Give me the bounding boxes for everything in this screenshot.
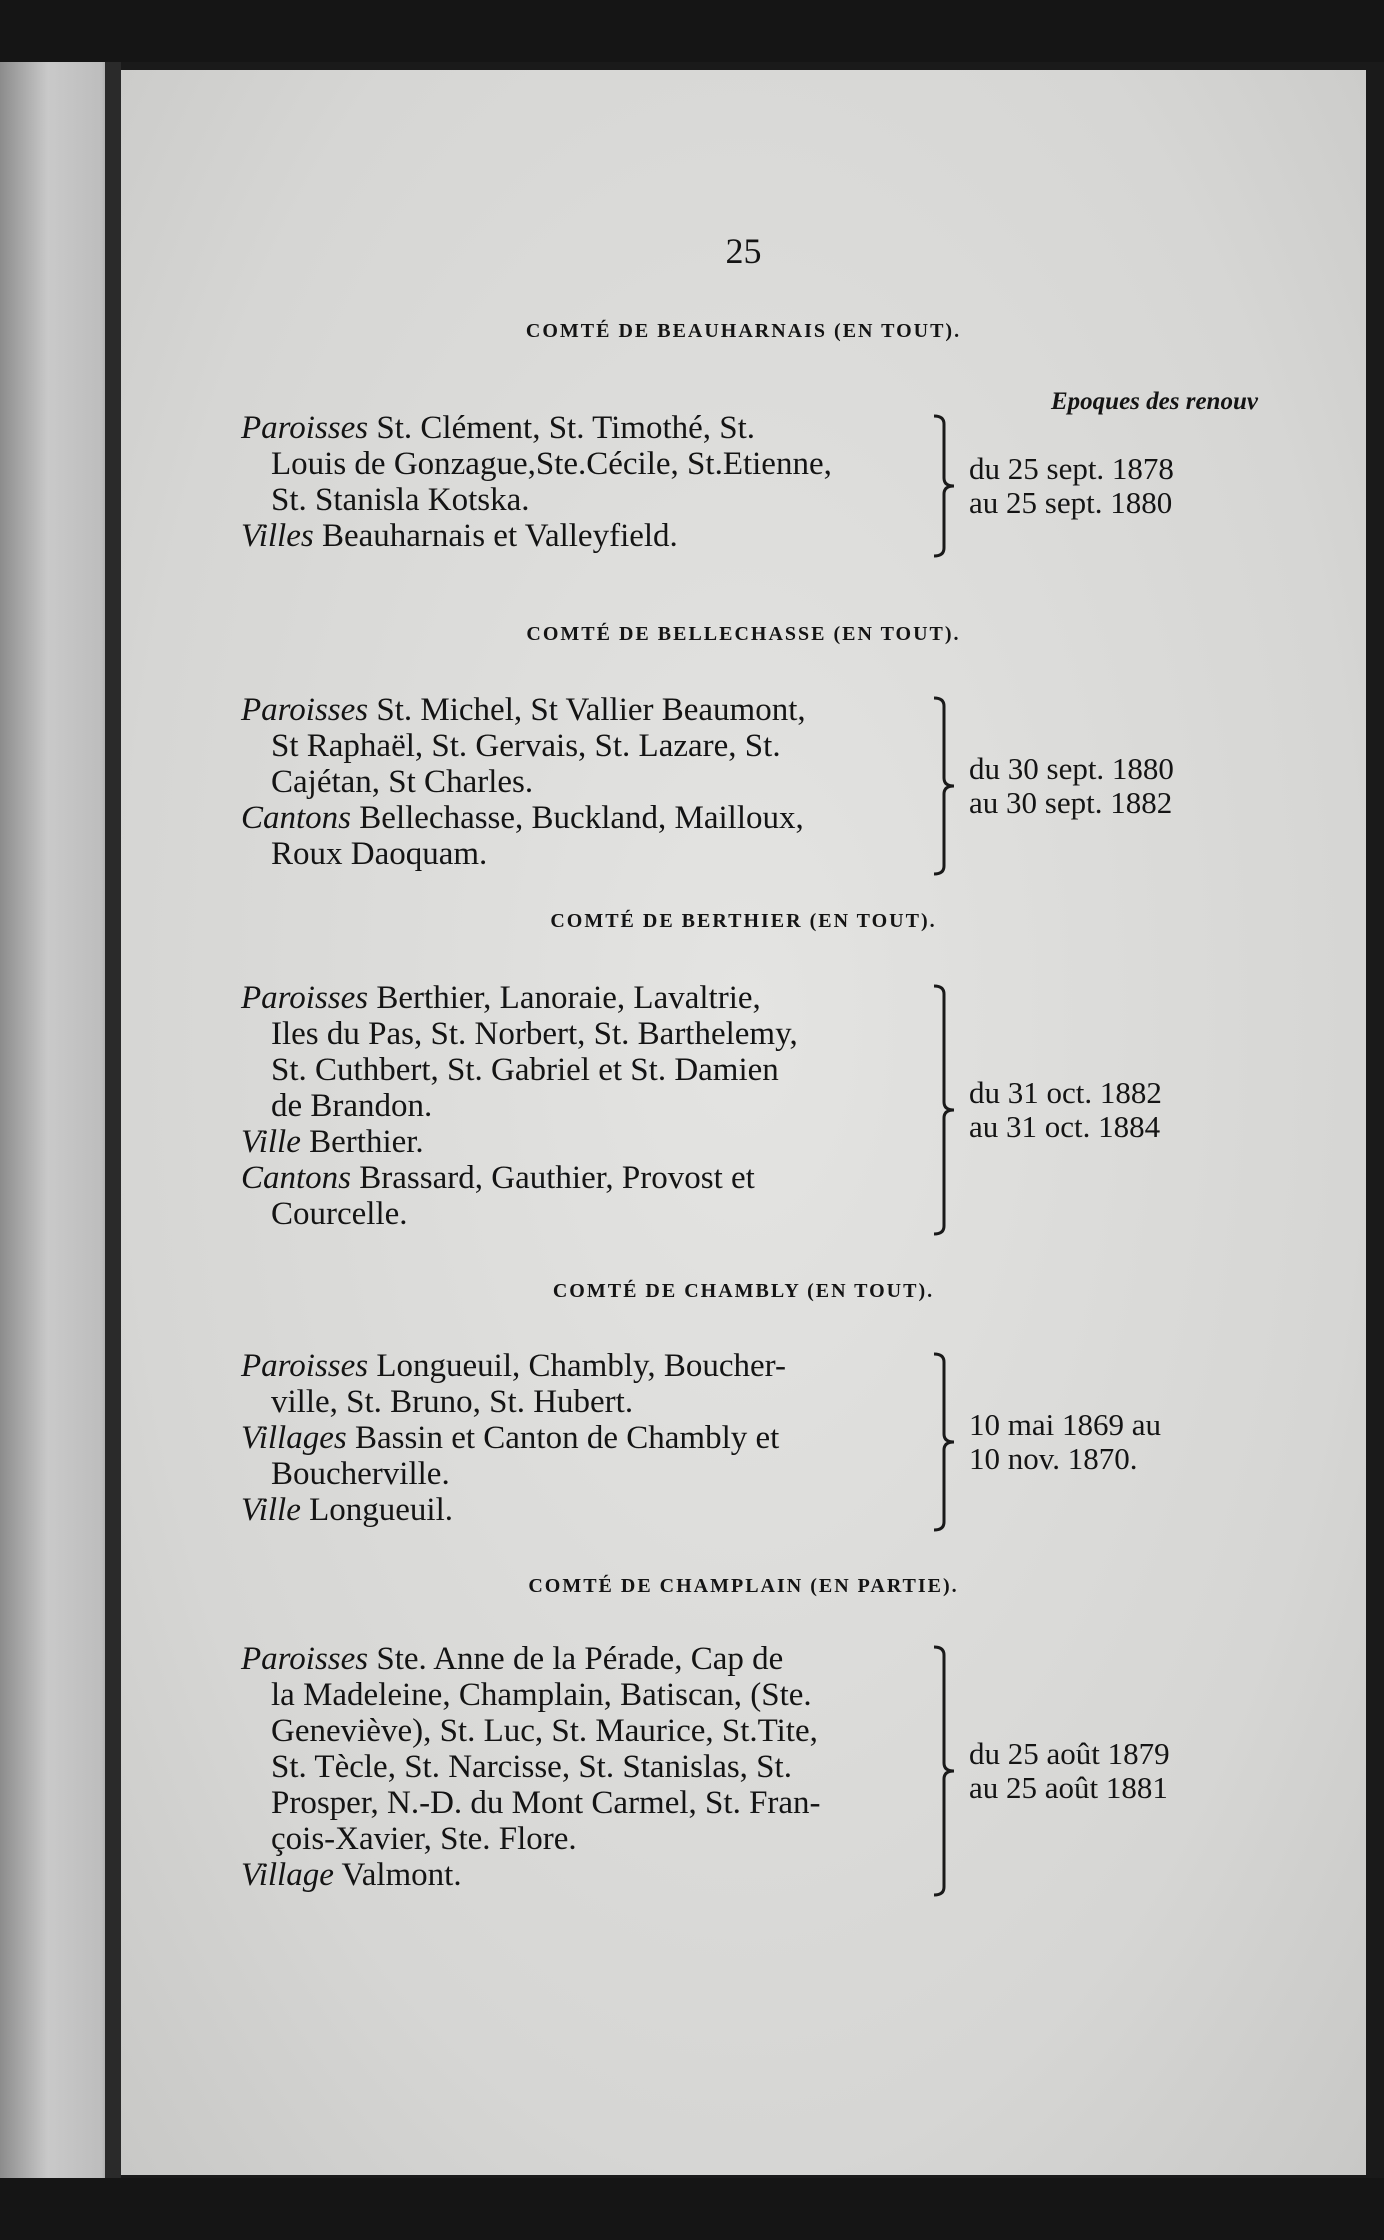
parish-names: Bassin et Canton de Chambly et (346, 1420, 780, 1456)
category-label: Paroisses (241, 1641, 369, 1677)
parish-line (241, 1677, 1041, 1713)
section-title: COMTÉ DE BERTHIER (EN TOUT). (550, 910, 937, 932)
parish-line (241, 1160, 1041, 1196)
category-label: Villages (241, 1420, 347, 1456)
parish-names: St. Michel, St Vallier Beaumont, (368, 692, 806, 728)
parish-names: St. Tècle, St. Narcisse, St. Stanislas, St. (271, 1749, 792, 1785)
parish-line (241, 1348, 1041, 1384)
parish-names: Berthier. (300, 1124, 424, 1160)
parish-names: Longueuil. (300, 1492, 454, 1528)
parish-names: Boucherville. (271, 1456, 450, 1492)
category-label: Cantons (241, 800, 352, 836)
parish-line (241, 1821, 1041, 1857)
parish-list (241, 410, 1041, 554)
renewal-date: du 31 oct. 1882 (969, 1075, 1162, 1110)
category-label: Village (241, 1857, 334, 1893)
parish-line (241, 728, 1041, 764)
renewal-date: du 25 août 1879 (969, 1736, 1170, 1771)
parish-line (241, 1492, 1041, 1528)
parish-line (241, 1124, 1041, 1160)
parish-names: St. Stanisla Kotska. (271, 482, 530, 518)
renewal-date: au 25 sept. 1880 (969, 485, 1173, 520)
renewal-date: du 30 sept. 1880 (969, 751, 1174, 786)
renewal-period (969, 1737, 1329, 1805)
parish-line (241, 446, 1041, 482)
category-label: Ville (241, 1124, 301, 1160)
brace-icon (926, 414, 962, 558)
renewal-date: du 25 sept. 1878 (969, 451, 1174, 486)
parish-names: la Madeleine, Champlain, Batiscan, (Ste. (271, 1677, 812, 1713)
parish-line (241, 1641, 1041, 1677)
parish-line (241, 980, 1041, 1016)
category-label: Paroisses (241, 692, 369, 728)
parish-line (241, 1785, 1041, 1821)
parish-list (241, 692, 1041, 872)
parish-names: Berthier, Lanoraie, Lavaltrie, (368, 980, 761, 1016)
parish-line (241, 1384, 1041, 1420)
parish-list (241, 1348, 1041, 1528)
renewal-period (969, 1408, 1329, 1476)
parish-names: St. Clément, St. Timothé, St. (368, 410, 756, 446)
parish-line (241, 410, 1041, 446)
page-number: 25 (725, 231, 762, 271)
renewal-date: 10 nov. 1870. (969, 1441, 1138, 1476)
parish-names: ville, St. Bruno, St. Hubert. (271, 1384, 634, 1420)
parish-names: Ste. Anne de la Pérade, Cap de (368, 1641, 784, 1677)
parish-names: Prosper, N.-D. du Mont Carmel, St. Fran- (271, 1785, 821, 1821)
renewal-date: 10 mai 1869 au (969, 1407, 1161, 1442)
column-header-epoques: Epoques des renouv (1051, 388, 1258, 415)
brace-icon (926, 1352, 962, 1532)
brace-icon (926, 696, 962, 876)
brace-icon (926, 984, 962, 1236)
renewal-date: au 30 sept. 1882 (969, 785, 1173, 820)
parish-line (241, 836, 1041, 872)
parish-line (241, 1052, 1041, 1088)
parish-names: St. Cuthbert, St. Gabriel et St. Damien (271, 1052, 779, 1088)
parish-names: çois-Xavier, Ste. Flore. (271, 1821, 577, 1857)
category-label: Paroisses (241, 410, 369, 446)
parish-names: Bellechasse, Buckland, Mailloux, (351, 800, 804, 836)
category-label: Ville (241, 1492, 301, 1528)
parish-line (241, 1196, 1041, 1232)
parish-names: Valmont. (333, 1857, 462, 1893)
parish-line (241, 1088, 1041, 1124)
parish-line (241, 1749, 1041, 1785)
parish-line (241, 1456, 1041, 1492)
section-title: COMTÉ DE BEAUHARNAIS (EN TOUT). (525, 320, 962, 342)
renewal-date: au 25 août 1881 (969, 1770, 1168, 1805)
parish-names: Louis de Gonzague,Ste.Cécile, St.Etienne, (271, 446, 832, 482)
section-title: COMTÉ DE BELLECHASSE (EN TOUT). (526, 623, 961, 645)
parish-names: Roux Daoquam. (271, 836, 488, 872)
category-label: Villes (241, 518, 314, 554)
parish-line (241, 482, 1041, 518)
parish-line (241, 764, 1041, 800)
parish-line (241, 1016, 1041, 1052)
parish-names: Beauharnais et Valleyfield. (313, 518, 678, 554)
parish-names: St Raphaël, St. Gervais, St. Lazare, St. (271, 728, 781, 764)
parish-names: Brassard, Gauthier, Provost et (351, 1160, 755, 1196)
parish-names: Longueuil, Chambly, Boucher- (368, 1348, 786, 1384)
parish-line (241, 1857, 1041, 1893)
brace-icon (926, 1645, 962, 1897)
facing-page-edge (0, 62, 120, 2178)
renewal-period (969, 452, 1329, 520)
parish-line (241, 1713, 1041, 1749)
parish-list (241, 1641, 1041, 1893)
renewal-period (969, 752, 1329, 820)
parish-line (241, 518, 1041, 554)
scan-bottom-border (0, 2178, 1384, 2240)
section-title: COMTÉ DE CHAMPLAIN (EN PARTIE). (528, 1575, 959, 1597)
scan-top-border (0, 0, 1384, 62)
parish-names: Courcelle. (271, 1196, 408, 1232)
parish-line (241, 800, 1041, 836)
parish-list (241, 980, 1041, 1232)
category-label: Paroisses (241, 1348, 369, 1384)
parish-names: Iles du Pas, St. Norbert, St. Barthelemy, (271, 1016, 798, 1052)
parish-names: de Brandon. (271, 1088, 433, 1124)
parish-names: Cajétan, St Charles. (271, 764, 534, 800)
parish-line (241, 692, 1041, 728)
section-title: COMTÉ DE CHAMBLY (EN TOUT). (552, 1280, 935, 1302)
category-label: Paroisses (241, 980, 369, 1016)
renewal-date: au 31 oct. 1884 (969, 1109, 1161, 1144)
parish-names: Geneviève), St. Luc, St. Maurice, St.Tite, (271, 1713, 818, 1749)
renewal-period (969, 1076, 1329, 1144)
category-label: Cantons (241, 1160, 352, 1196)
book-spine (105, 62, 121, 2178)
book-page (121, 70, 1366, 2175)
parish-line (241, 1420, 1041, 1456)
